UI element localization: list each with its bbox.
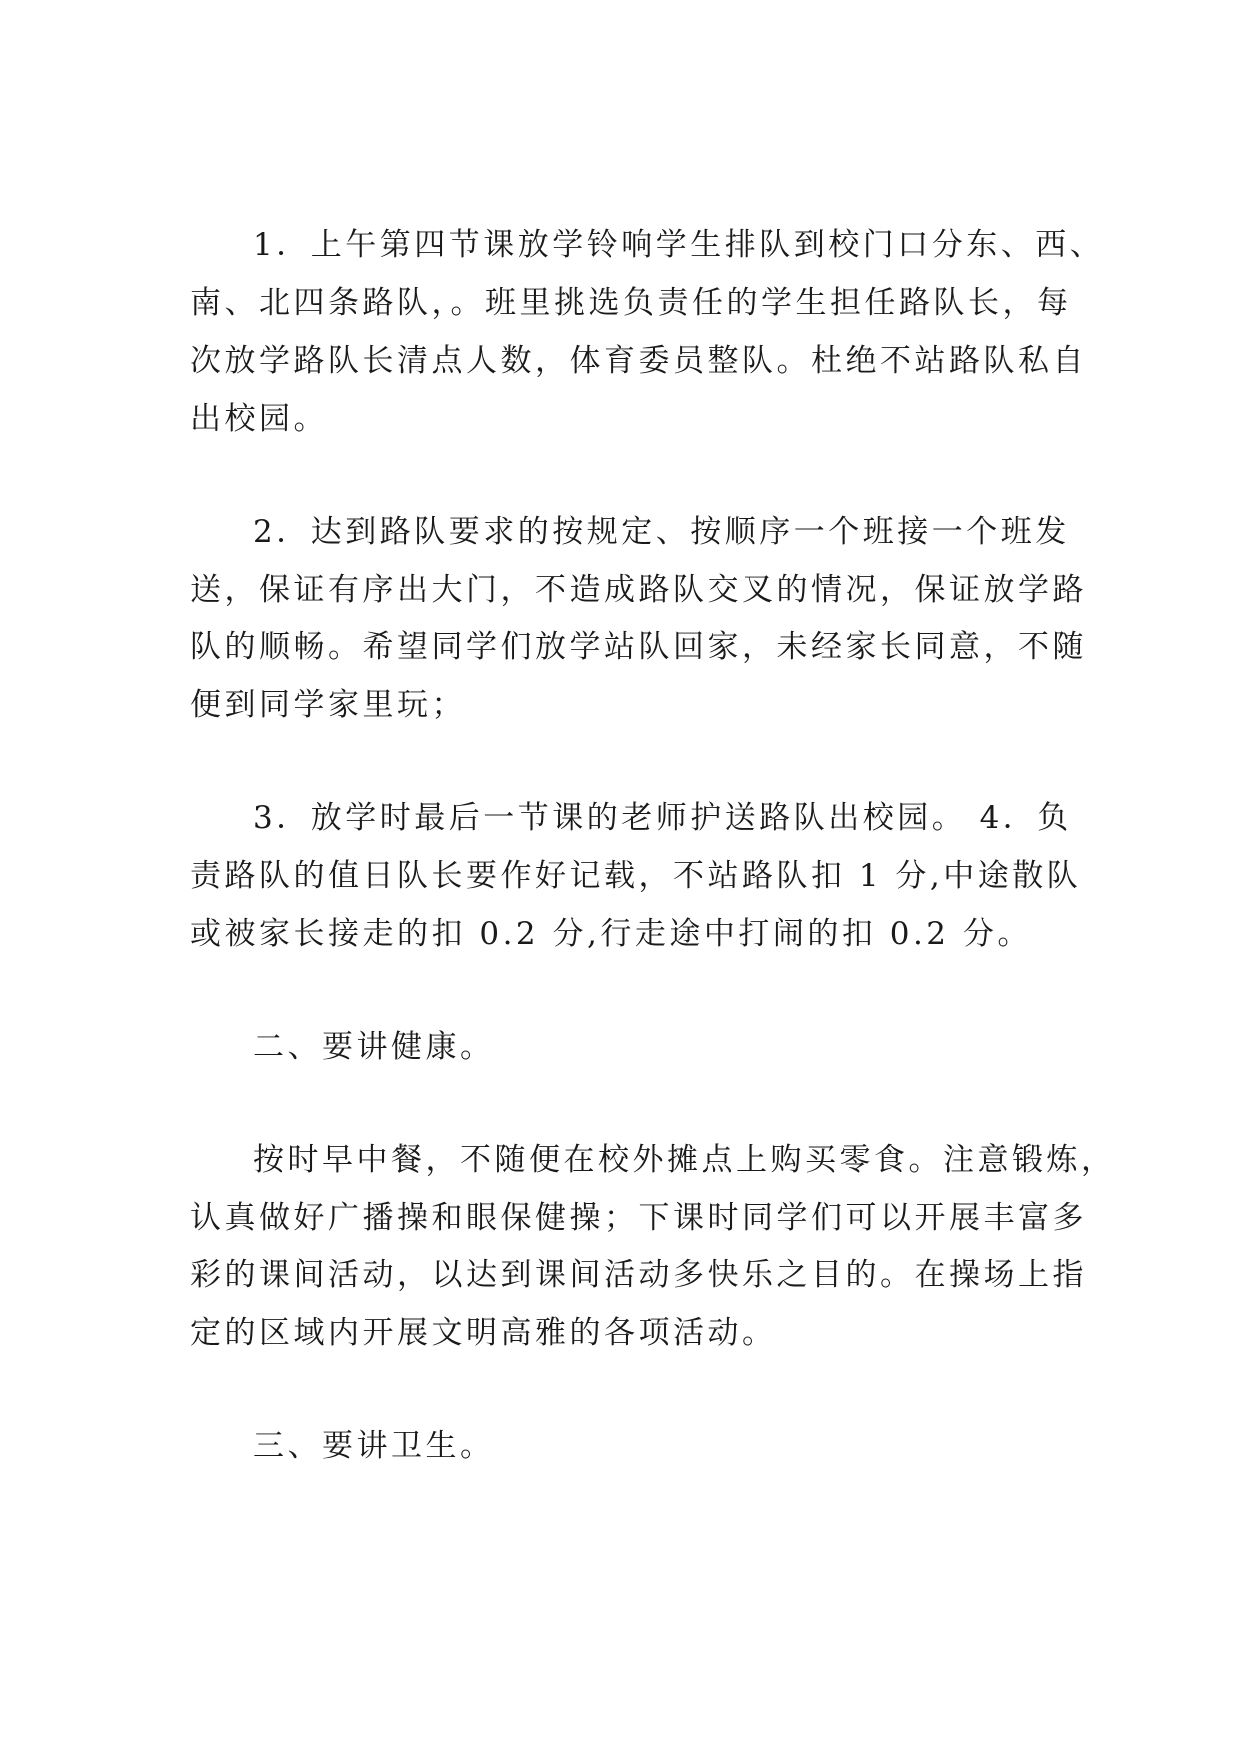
text-line: 1．上午第四节课放学铃响学生排队到校门口分东、西、 bbox=[253, 227, 1105, 263]
text-line: 次放学路队长清点人数，体育委员整队。杜绝不站路队私自 bbox=[190, 343, 1087, 379]
section-heading-hygiene: 三、要讲卫生。 bbox=[253, 1428, 495, 1464]
text-line: 队的顺畅。希望同学们放学站队回家，未经家长同意，不随 bbox=[190, 629, 1087, 665]
text-line: 责路队的值日队长要作好记载，不站路队扣 1 分,中途散队 bbox=[190, 858, 1082, 894]
text-line: 3．放学时最后一节课的老师护送路队出校园。 4．负 bbox=[253, 800, 1072, 836]
text-line: 按时早中餐，不随便在校外摊点上购买零食。注意锻炼， bbox=[253, 1142, 1116, 1178]
text-line: 或被家长接走的扣 0.2 分,行走途中打闹的扣 0.2 分。 bbox=[190, 916, 1032, 952]
text-line: 出校园。 bbox=[190, 401, 328, 437]
text-line: 定的区域内开展文明高雅的各项活动。 bbox=[190, 1315, 777, 1351]
text-line: 彩的课间活动，以达到课间活动多快乐之目的。在操场上指 bbox=[190, 1257, 1087, 1293]
text-line: 2．达到路队要求的按规定、按顺序一个班接一个班发 bbox=[253, 514, 1070, 550]
text-line: 南、北四条路队，。班里挑选负责任的学生担任路队长，每 bbox=[190, 285, 1072, 321]
text-line: 便到同学家里玩； bbox=[190, 687, 466, 723]
text-line: 认真做好广播操和眼保健操；下课时同学们可以开展丰富多 bbox=[190, 1200, 1087, 1236]
section-heading-health: 二、要讲健康。 bbox=[253, 1029, 495, 1065]
text-line: 送，保证有序出大门，不造成路队交叉的情况，保证放学路 bbox=[190, 572, 1087, 608]
